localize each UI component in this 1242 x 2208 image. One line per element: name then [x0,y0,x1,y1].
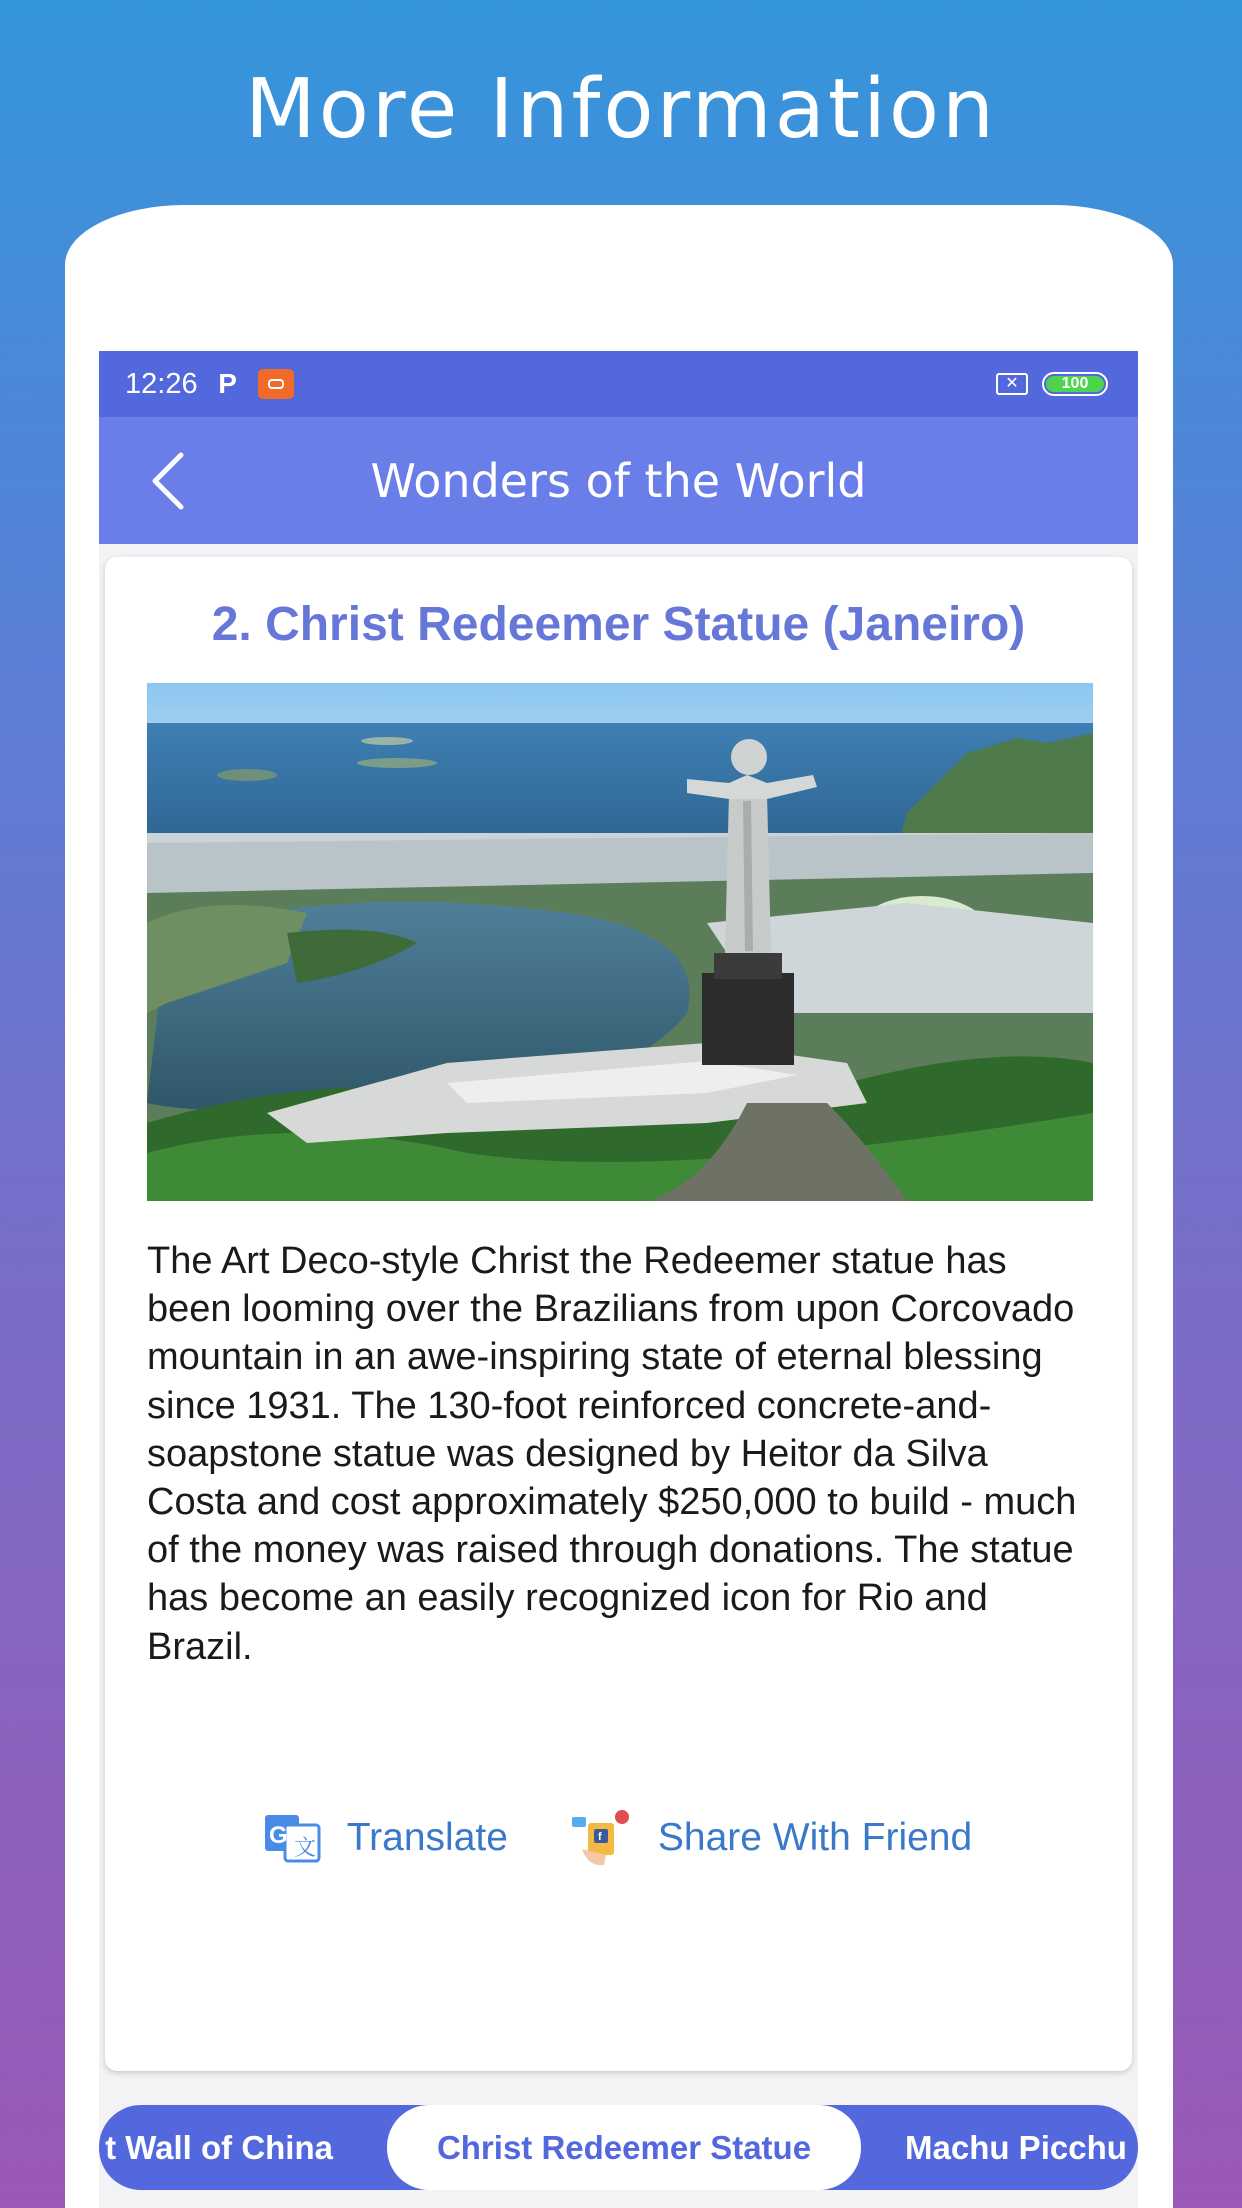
translate-label: Translate [346,1816,508,1859]
back-button[interactable] [139,453,195,509]
tab-great-wall-of-china[interactable]: t Wall of China [105,2128,333,2166]
wonder-title: 2. Christ Redeemer Statue (Janeiro) [211,598,1026,651]
svg-text:G: G [268,1822,288,1849]
wonder-card [105,557,1132,2071]
tab-christ-redeemer-statue[interactable]: Christ Redeemer Statue [387,2105,861,2190]
battery-level: 100 [1061,375,1089,392]
action-row [105,1803,1132,1873]
share-social-icon [568,1809,632,1867]
svg-text:文: 文 [293,1835,316,1860]
parking-app-icon: P [218,368,237,399]
google-translate-icon [265,1813,321,1863]
notification-app-icon [258,369,294,399]
no-sim-icon: ✕ [996,373,1028,395]
battery-icon [1042,372,1108,396]
wonder-description: The Art Deco-style Christ the Redeemer statue has been looming over the Brazilians from upon Corcovado mountain in an awe-inspiring state of eternal blessing since 1931. The 130-foot reinforced concrete-and-soapstone statue was designed by Heitor da Silva Costa and cost approximately $250,000 to build - much of the money was raised through donations. The statue has become an easily recognized icon for Rio and Brazil. [147,1240,1077,1668]
svg-text:f: f [597,1831,602,1843]
app-title: Wonders of the World [370,453,867,508]
share-label: Share With Friend [657,1816,973,1859]
status-time: 12:26 [125,367,198,400]
translate-button[interactable] [265,1813,508,1863]
tab-machu-picchu[interactable]: Machu Picchu [905,2128,1127,2166]
app-bar [99,417,1138,544]
app-screen [99,351,1138,2208]
wonders-tab-bar [99,2105,1138,2190]
share-button[interactable] [568,1809,972,1867]
status-bar [99,351,1138,417]
wonder-photo [147,683,1093,1201]
chevron-left-icon [149,451,185,511]
page-title: More Information [244,62,997,157]
